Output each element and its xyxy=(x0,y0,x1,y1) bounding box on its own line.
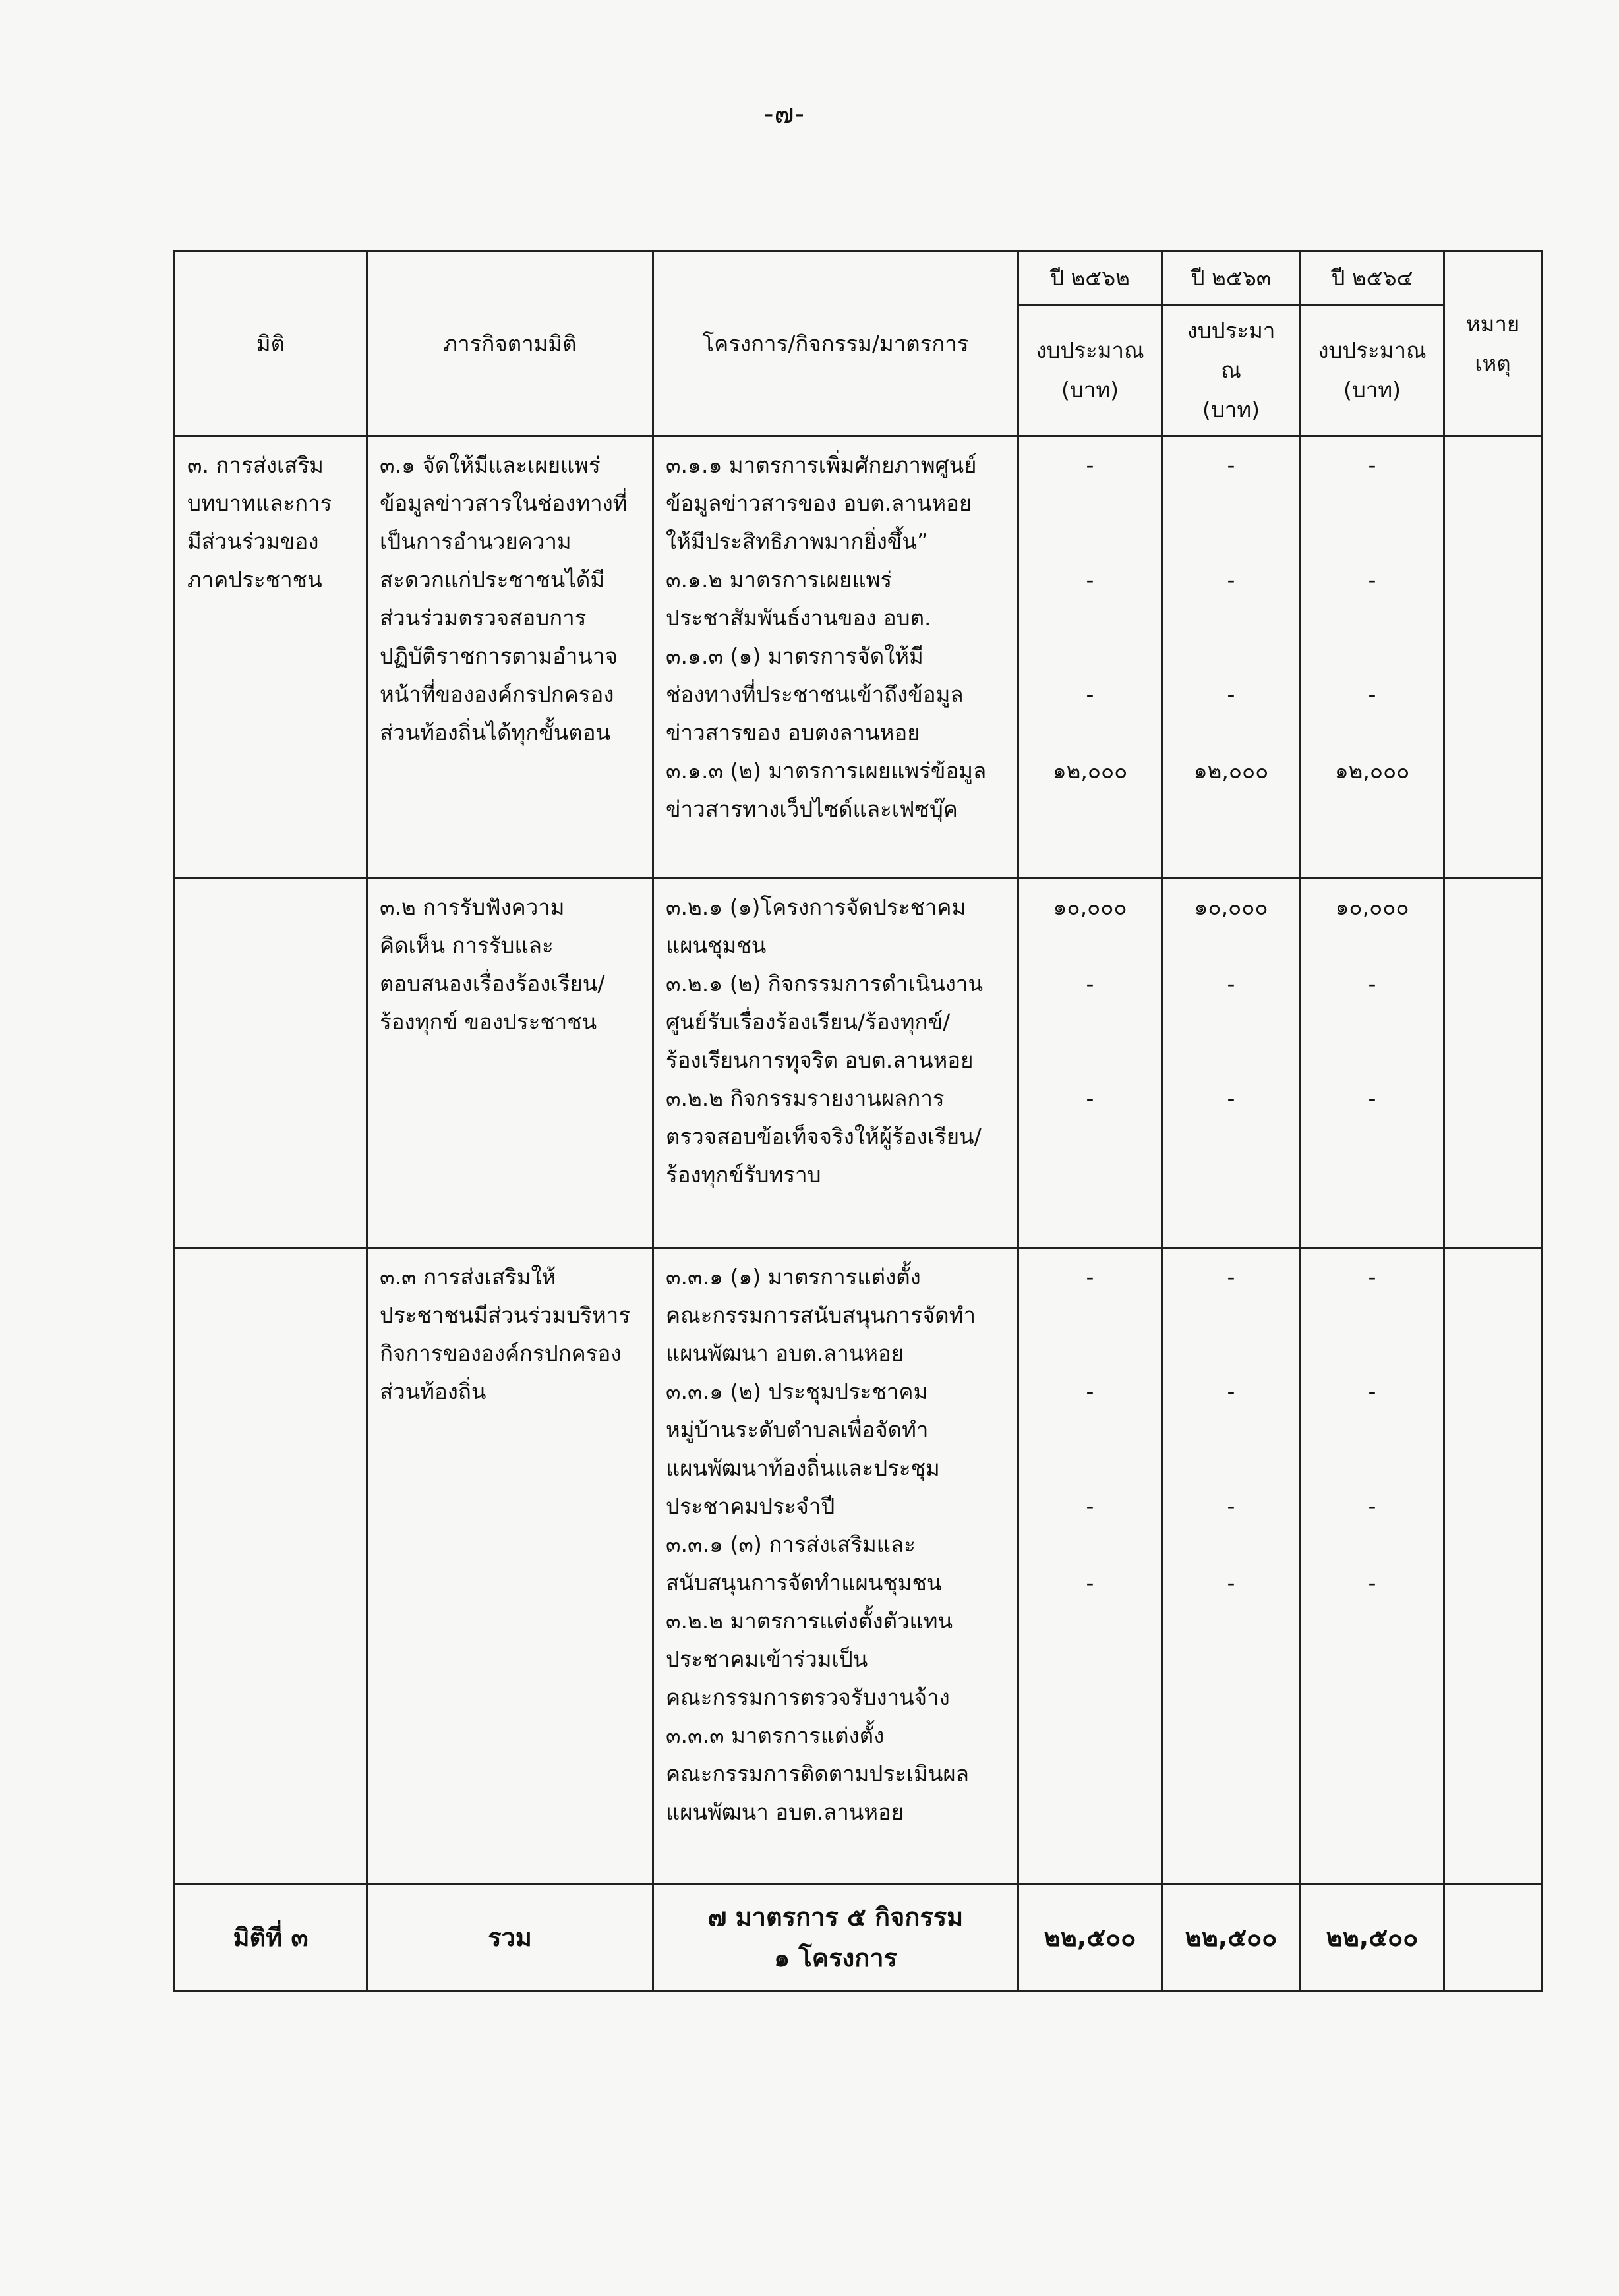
header-budget-2563 xyxy=(1162,305,1301,436)
cell-line: ประชาคมประจำปี xyxy=(666,1493,835,1519)
cell-line: คณะกรรมการสนับสนุนการจัดทำ xyxy=(666,1302,976,1328)
cell-line xyxy=(1031,1041,1149,1079)
cell-line: ข่าวสารของ อบตงลานหอย xyxy=(666,720,920,745)
cell-line: - xyxy=(1368,1264,1376,1290)
cell-line xyxy=(1175,599,1287,637)
header-dimension: มิติ xyxy=(175,252,367,436)
cell-line xyxy=(1313,1449,1431,1487)
remark-cell xyxy=(1444,878,1542,1248)
cell-line: ๓.๓.๑ (๑) มาตรการแต่งตั้ง xyxy=(666,1264,921,1290)
cell-line: - xyxy=(1368,971,1376,996)
dimension-cell xyxy=(175,878,367,1248)
header-budget-line: (บาท) xyxy=(1202,397,1260,422)
budget-2564-cell xyxy=(1301,436,1444,878)
total-remark xyxy=(1444,1885,1542,1991)
table-row xyxy=(175,878,1542,1248)
cell-line xyxy=(1175,484,1287,523)
cell-line: มีส่วนร่วมของ xyxy=(187,529,319,554)
cell-line: ๓.๒.๒ กิจกรรมรายงานผลการ xyxy=(666,1085,945,1111)
header-remark-line: หมาย xyxy=(1465,310,1520,337)
cell-line xyxy=(1313,523,1431,561)
header-budget-line: งบประมาณ xyxy=(1318,337,1427,363)
cell-line xyxy=(1031,1003,1149,1041)
cell-line: ตอบสนองเรื่องร้องเรียน/ xyxy=(380,971,605,996)
cell-line: - xyxy=(1368,452,1376,478)
cell-line: ช่องทางที่ประชาชนเข้าถึงข้อมูล xyxy=(666,681,964,707)
cell-line: ร้องทุกข์รับทราบ xyxy=(666,1162,821,1188)
cell-line xyxy=(1313,1003,1431,1041)
total-label: มิติที่ ๓ xyxy=(175,1885,367,1991)
cell-line: ข้อมูลข่าวสารของ อบต.ลานหอย xyxy=(666,490,972,516)
cell-line: ๓.๓.๑ (๒) ประชุมประชาคม xyxy=(666,1379,928,1404)
cell-line xyxy=(1031,523,1149,561)
cell-line xyxy=(1031,714,1149,752)
cell-line xyxy=(1313,714,1431,752)
cell-line: ๓.๓.๑ (๓) การส่งเสริมและ xyxy=(666,1532,916,1557)
cell-line: หมู่บ้านระดับตำบลเพื่อจัดทำ xyxy=(666,1417,929,1443)
cell-line: ประชาสัมพันธ์งานของ อบต. xyxy=(666,605,931,631)
cell-line xyxy=(1313,1296,1431,1335)
cell-line: ๓.๒ การรับฟังความ xyxy=(380,894,565,920)
cell-line: กิจการขององค์กรปกครอง xyxy=(380,1340,622,1366)
cell-line: เป็นการอำนวยความ xyxy=(380,529,572,554)
mission-cell xyxy=(367,1248,653,1885)
cell-line: ๓.๑.๒ มาตรการเผยแพร่ xyxy=(666,567,893,592)
budget-2564-cell xyxy=(1301,878,1444,1248)
cell-line: - xyxy=(1368,1493,1376,1519)
header-budget-2564 xyxy=(1301,305,1444,436)
cell-line: - xyxy=(1227,1379,1235,1404)
cell-line xyxy=(1313,599,1431,637)
cell-line xyxy=(1031,1335,1149,1373)
total-budget-2562: ๒๒,๕๐๐ xyxy=(1018,1885,1162,1991)
cell-line: ประชาคมเข้าร่วมเป็น xyxy=(666,1646,868,1672)
cell-line xyxy=(1031,927,1149,965)
cell-line: ร้องทุกข์ ของประชาชน xyxy=(380,1009,597,1035)
cell-line xyxy=(1031,1526,1149,1564)
cell-line: สะดวกแก่ประชาชนได้มี xyxy=(380,567,605,592)
cell-line: - xyxy=(1227,681,1235,707)
budget-2563-cell xyxy=(1162,878,1301,1248)
cell-line xyxy=(1031,599,1149,637)
cell-line: - xyxy=(1086,1085,1094,1111)
cell-line: - xyxy=(1086,1570,1094,1595)
cell-line: ๓.๒.๑ (๒) กิจกรรมการดำเนินงาน xyxy=(666,971,984,996)
total-summary xyxy=(653,1885,1018,1991)
cell-line xyxy=(1313,1335,1431,1373)
mission-cell xyxy=(367,878,653,1248)
cell-line xyxy=(1175,714,1287,752)
header-budget-line: งบประมา xyxy=(1187,318,1276,343)
cell-line: ปฏิบัติราชการตามอำนาจ xyxy=(380,643,618,669)
cell-line: ร้องเรียนการทุจริต อบต.ลานหอย xyxy=(666,1047,974,1073)
cell-line: บทบาทและการ xyxy=(187,490,332,516)
cell-line: ประชาชนมีส่วนร่วมบริหาร xyxy=(380,1302,630,1328)
budget-2563-cell xyxy=(1162,436,1301,878)
cell-line xyxy=(1175,1526,1287,1564)
cell-line: - xyxy=(1086,1379,1094,1404)
header-budget-line: ณ xyxy=(1221,357,1241,383)
cell-line: - xyxy=(1086,681,1094,707)
cell-line xyxy=(1175,927,1287,965)
cell-line: ๓.๑.๓ (๑) มาตรการจัดให้มี xyxy=(666,643,924,669)
cell-line: ๓.๑.๓ (๒) มาตรการเผยแพร่ข้อมูล xyxy=(666,758,987,784)
cell-line: - xyxy=(1368,1085,1376,1111)
cell-line: แผนพัฒนา อบต.ลานหอย xyxy=(666,1340,904,1366)
cell-line xyxy=(1175,1335,1287,1373)
projects-cell xyxy=(653,436,1018,878)
cell-line: คิดเห็น การรับและ xyxy=(380,933,554,958)
total-sum-label: รวม xyxy=(367,1885,653,1991)
cell-line: ๑๐,๐๐๐ xyxy=(1194,894,1268,920)
cell-line xyxy=(1031,1296,1149,1335)
cell-line: ๓. การส่งเสริม xyxy=(187,452,324,478)
cell-line: - xyxy=(1227,1264,1235,1290)
total-budget-2564: ๒๒,๕๐๐ xyxy=(1301,1885,1444,1991)
cell-line: ข้อมูลข่าวสารในช่องทางที่ xyxy=(380,490,628,516)
table-row xyxy=(175,436,1542,878)
cell-line: - xyxy=(1227,1085,1235,1111)
cell-line: - xyxy=(1227,1493,1235,1519)
cell-line: - xyxy=(1086,971,1094,996)
cell-line: แผนพัฒนา อบต.ลานหอย xyxy=(666,1799,904,1825)
cell-line xyxy=(1313,1526,1431,1564)
cell-line: คณะกรรมการตรวจรับงานจ้าง xyxy=(666,1684,950,1710)
page-number: -๗- xyxy=(764,99,805,129)
cell-line: ส่วนท้องถิ่นได้ทุกขั้นตอน xyxy=(380,720,611,745)
header-remark xyxy=(1444,252,1542,436)
cell-line: - xyxy=(1086,452,1094,478)
cell-line: ๓.๓.๓ มาตรการแต่งตั้ง xyxy=(666,1723,885,1748)
budget-2563-cell xyxy=(1162,1248,1301,1885)
cell-line: - xyxy=(1227,971,1235,996)
cell-line: - xyxy=(1368,1379,1376,1404)
budget-2562-cell xyxy=(1018,1248,1162,1885)
cell-line xyxy=(1175,637,1287,675)
budget-2562-cell xyxy=(1018,878,1162,1248)
cell-line: ๓.๒.๑ (๑)โครงการจัดประชาคม xyxy=(666,894,966,920)
total-summary-line: ๗ มาตรการ ๕ กิจกรรม xyxy=(707,1903,964,1932)
cell-line xyxy=(1175,1411,1287,1449)
cell-line xyxy=(1175,523,1287,561)
cell-line: ข่าวสารทางเว็ปไซด์และเฟซบุ๊ค xyxy=(666,796,958,822)
header-year-2562: ปี ๒๕๖๒ xyxy=(1018,252,1162,305)
header-budget-line: (บาท) xyxy=(1061,377,1119,403)
cell-line xyxy=(1175,1296,1287,1335)
cell-line xyxy=(1031,1449,1149,1487)
projects-cell xyxy=(653,878,1018,1248)
projects-cell xyxy=(653,1248,1018,1885)
cell-line: แผนชุมชน xyxy=(666,933,767,958)
header-mission: ภารกิจตามมิติ xyxy=(367,252,653,436)
total-budget-2563: ๒๒,๕๐๐ xyxy=(1162,1885,1301,1991)
remark-cell xyxy=(1444,1248,1542,1885)
cell-line: ๓.๑.๑ มาตรการเพิ่มศักยภาพศูนย์ xyxy=(666,452,977,478)
cell-line: - xyxy=(1227,452,1235,478)
header-remark-line: เหตุ xyxy=(1475,350,1511,376)
cell-line xyxy=(1031,637,1149,675)
dimension-cell xyxy=(175,436,367,878)
cell-line: - xyxy=(1086,567,1094,592)
cell-line: - xyxy=(1227,567,1235,592)
budget-2564-cell xyxy=(1301,1248,1444,1885)
header-year-2564: ปี ๒๕๖๔ xyxy=(1301,252,1444,305)
cell-line xyxy=(1175,1003,1287,1041)
cell-line: ๑๒,๐๐๐ xyxy=(1334,758,1410,784)
header-year-2563: ปี ๒๕๖๓ xyxy=(1162,252,1301,305)
mission-cell xyxy=(367,436,653,878)
header-budget-line: งบประมาณ xyxy=(1036,337,1144,363)
cell-line xyxy=(1313,637,1431,675)
cell-line: ส่วนท้องถิ่น xyxy=(380,1379,486,1404)
cell-line: ๑๐,๐๐๐ xyxy=(1335,894,1409,920)
cell-line: ศูนย์รับเรื่องร้องเรียน/ร้องทุกข์/ xyxy=(666,1009,951,1035)
cell-line: - xyxy=(1086,1493,1094,1519)
cell-line xyxy=(1175,1449,1287,1487)
total-row xyxy=(175,1885,1542,1991)
cell-line: คณะกรรมการติดตามประเมินผล xyxy=(666,1761,969,1787)
cell-line: ให้มีประสิทธิภาพมากยิ่งขึ้น” xyxy=(666,529,929,554)
cell-line: สนับสนุนการจัดทำแผนชุมชน xyxy=(666,1570,942,1595)
cell-line xyxy=(1031,484,1149,523)
cell-line: ๑๒,๐๐๐ xyxy=(1193,758,1269,784)
cell-line xyxy=(1313,1411,1431,1449)
cell-line: ๓.๓ การส่งเสริมให้ xyxy=(380,1264,556,1290)
remark-cell xyxy=(1444,436,1542,878)
cell-line: แผนพัฒนาท้องถิ่นและประชุม xyxy=(666,1455,940,1481)
cell-line xyxy=(1313,484,1431,523)
cell-line xyxy=(1313,927,1431,965)
cell-line: ๓.๒.๒ มาตรการแต่งตั้งตัวแทน xyxy=(666,1608,953,1634)
cell-line: - xyxy=(1086,1264,1094,1290)
table-row xyxy=(175,1248,1542,1885)
cell-line: - xyxy=(1368,1570,1376,1595)
header-budget-2562 xyxy=(1018,305,1162,436)
cell-line: ๑๒,๐๐๐ xyxy=(1052,758,1128,784)
cell-line: - xyxy=(1368,681,1376,707)
cell-line: ส่วนร่วมตรวจสอบการ xyxy=(380,605,587,631)
cell-line: - xyxy=(1227,1570,1235,1595)
cell-line: ภาคประชาชน xyxy=(187,567,322,592)
cell-line: ตรวจสอบข้อเท็จจริงให้ผู้ร้องเรียน/ xyxy=(666,1124,982,1149)
cell-line: ๑๐,๐๐๐ xyxy=(1053,894,1127,920)
cell-line xyxy=(1175,1041,1287,1079)
cell-line xyxy=(1313,1041,1431,1079)
cell-line: - xyxy=(1368,567,1376,592)
header-budget-line: (บาท) xyxy=(1343,377,1401,403)
cell-line: ๓.๑ จัดให้มีและเผยแพร่ xyxy=(380,452,601,478)
total-summary-line: ๑ โครงการ xyxy=(774,1943,897,1972)
header-projects: โครงการ/กิจกรรม/มาตรการ xyxy=(653,252,1018,436)
dimension-cell xyxy=(175,1248,367,1885)
budget-table xyxy=(173,250,1543,1992)
cell-line xyxy=(1031,1411,1149,1449)
cell-line: หน้าที่ขององค์กรปกครอง xyxy=(380,681,614,707)
budget-2562-cell xyxy=(1018,436,1162,878)
